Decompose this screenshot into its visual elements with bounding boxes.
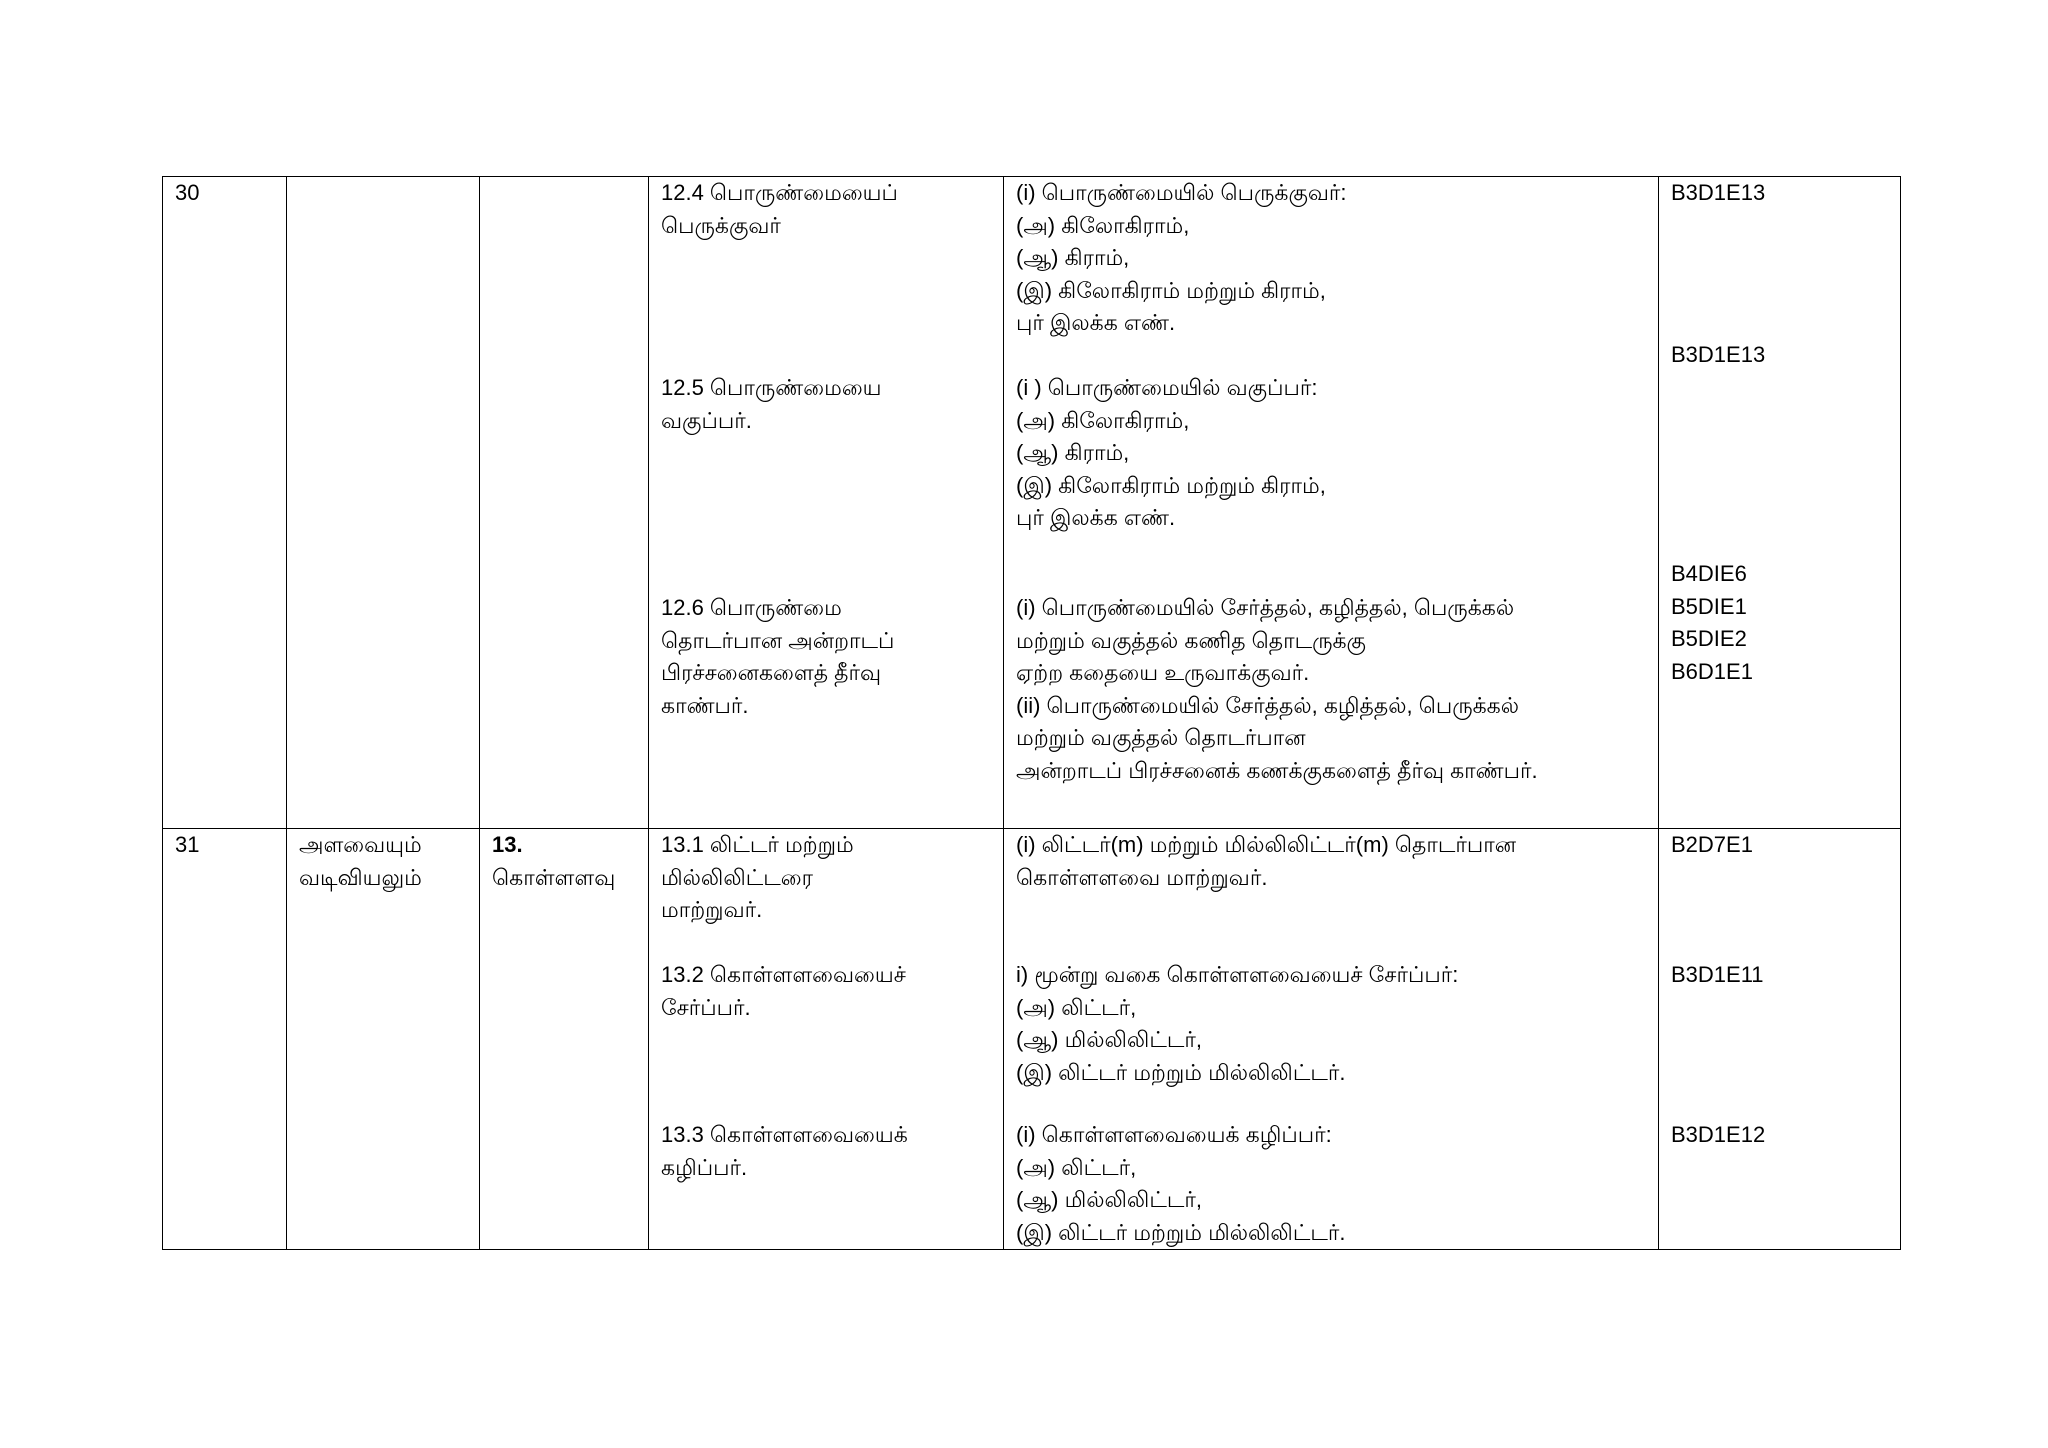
week-number: 31 (175, 832, 200, 857)
area-cell: அளவையும் வடிவியலும் (287, 829, 480, 1250)
codes-cell (1659, 829, 1901, 1250)
codes-cell (1659, 177, 1901, 829)
standard-12-6: 12.6 பொருண்மை தொடர்பான அன்றாடப் பிரச்சனைகளைத் தீர்வு காண்பர். (661, 595, 895, 718)
objective-13-1: (i) லிட்டர்(m) மற்றும் மில்லிலிட்டர்(m) தொடர்பான கொள்ளளவை மாற்றுவர். (1016, 832, 1517, 890)
syllabus-table (162, 176, 1901, 1250)
table-row-week-30 (163, 177, 1901, 829)
standard-12-5: 12.5 பொருண்மையை வகுப்பர். (661, 375, 882, 433)
objective-13-2: i) மூன்று வகை கொள்ளளவையைச் சேர்ப்பர்: (அ) லிட்டர், (ஆ) மில்லிலிட்டர், (இ) லிட்டர் மற்றும் மில்லிலிட்டர். (1016, 962, 1459, 1085)
standards-cell (649, 177, 1004, 829)
objective-13-3: (i) கொள்ளளவையைக் கழிப்பர்: (அ) லிட்டர், (ஆ) மில்லிலிட்டர், (இ) லிட்டர் மற்றும் மில்லிலிட்டர். (1016, 1122, 1346, 1245)
code-13-1: B2D7E1 (1671, 832, 1753, 857)
code-13-2: B3D1E11 (1671, 962, 1764, 987)
objective-12-5: (i ) பொருண்மையில் வகுப்பர்: (அ) கிலோகிராம், (ஆ) கிராம், (இ) கிலோகிராம் மற்றும் கிராம், புர் இலக்க எண். (1016, 375, 1326, 530)
unit-number: 13. (492, 832, 523, 857)
unit-title: கொள்ளளவு (492, 864, 616, 890)
area-label: அளவையும் (299, 832, 422, 857)
week-cell (163, 177, 287, 829)
code-12-5: B3D1E13 (1671, 342, 1766, 367)
table-row-week-31 (163, 829, 1901, 1250)
standard-12-4: 12.4 பொருண்மையைப் பெருக்குவர் (661, 180, 898, 238)
objectives-cell (1004, 177, 1659, 829)
standard-13-3: 13.3 கொள்ளளவையைக் கழிப்பர். (661, 1122, 908, 1180)
code-13-3: B3D1E12 (1671, 1122, 1766, 1147)
area-cell (287, 177, 480, 829)
code-12-4: B3D1E13 (1671, 180, 1766, 205)
objective-12-6: (i) பொருண்மையில் சேர்த்தல், கழித்தல், பெருக்கல் மற்றும் வகுத்தல் கணித தொடருக்கு ஏற்ற கதையை உருவாக்குவர். (ii) பொருண்மையில் சேர்த்தல், கழித்தல், பெருக்கல் மற்றும் வகுத்தல் தொடர்பான அன்றாடப் பிரச்சனைக் கணக்குகளைத் தீர்வு காண்பர். (1016, 595, 1538, 783)
title-cell (480, 829, 649, 1250)
week-cell (163, 829, 287, 1250)
objectives-cell (1004, 829, 1659, 1250)
week-number: 30 (175, 180, 200, 205)
title-cell (480, 177, 649, 829)
code-12-6: B4DIE6 B5DIE1 B5DIE2 B6D1E1 (1671, 561, 1753, 684)
standards-cell (649, 829, 1004, 1250)
standard-13-1: 13.1 லிட்டர் மற்றும் மில்லிலிட்டரை மாற்றுவர். (661, 832, 854, 922)
standard-13-2: 13.2 கொள்ளளவையைச் சேர்ப்பர். (661, 962, 906, 1020)
objective-12-4: (i) பொருண்மையில் பெருக்குவர்: (அ) கிலோகிராம், (ஆ) கிராம், (இ) கிலோகிராம் மற்றும் கிராம், புர் இலக்க எண். (1016, 180, 1347, 335)
